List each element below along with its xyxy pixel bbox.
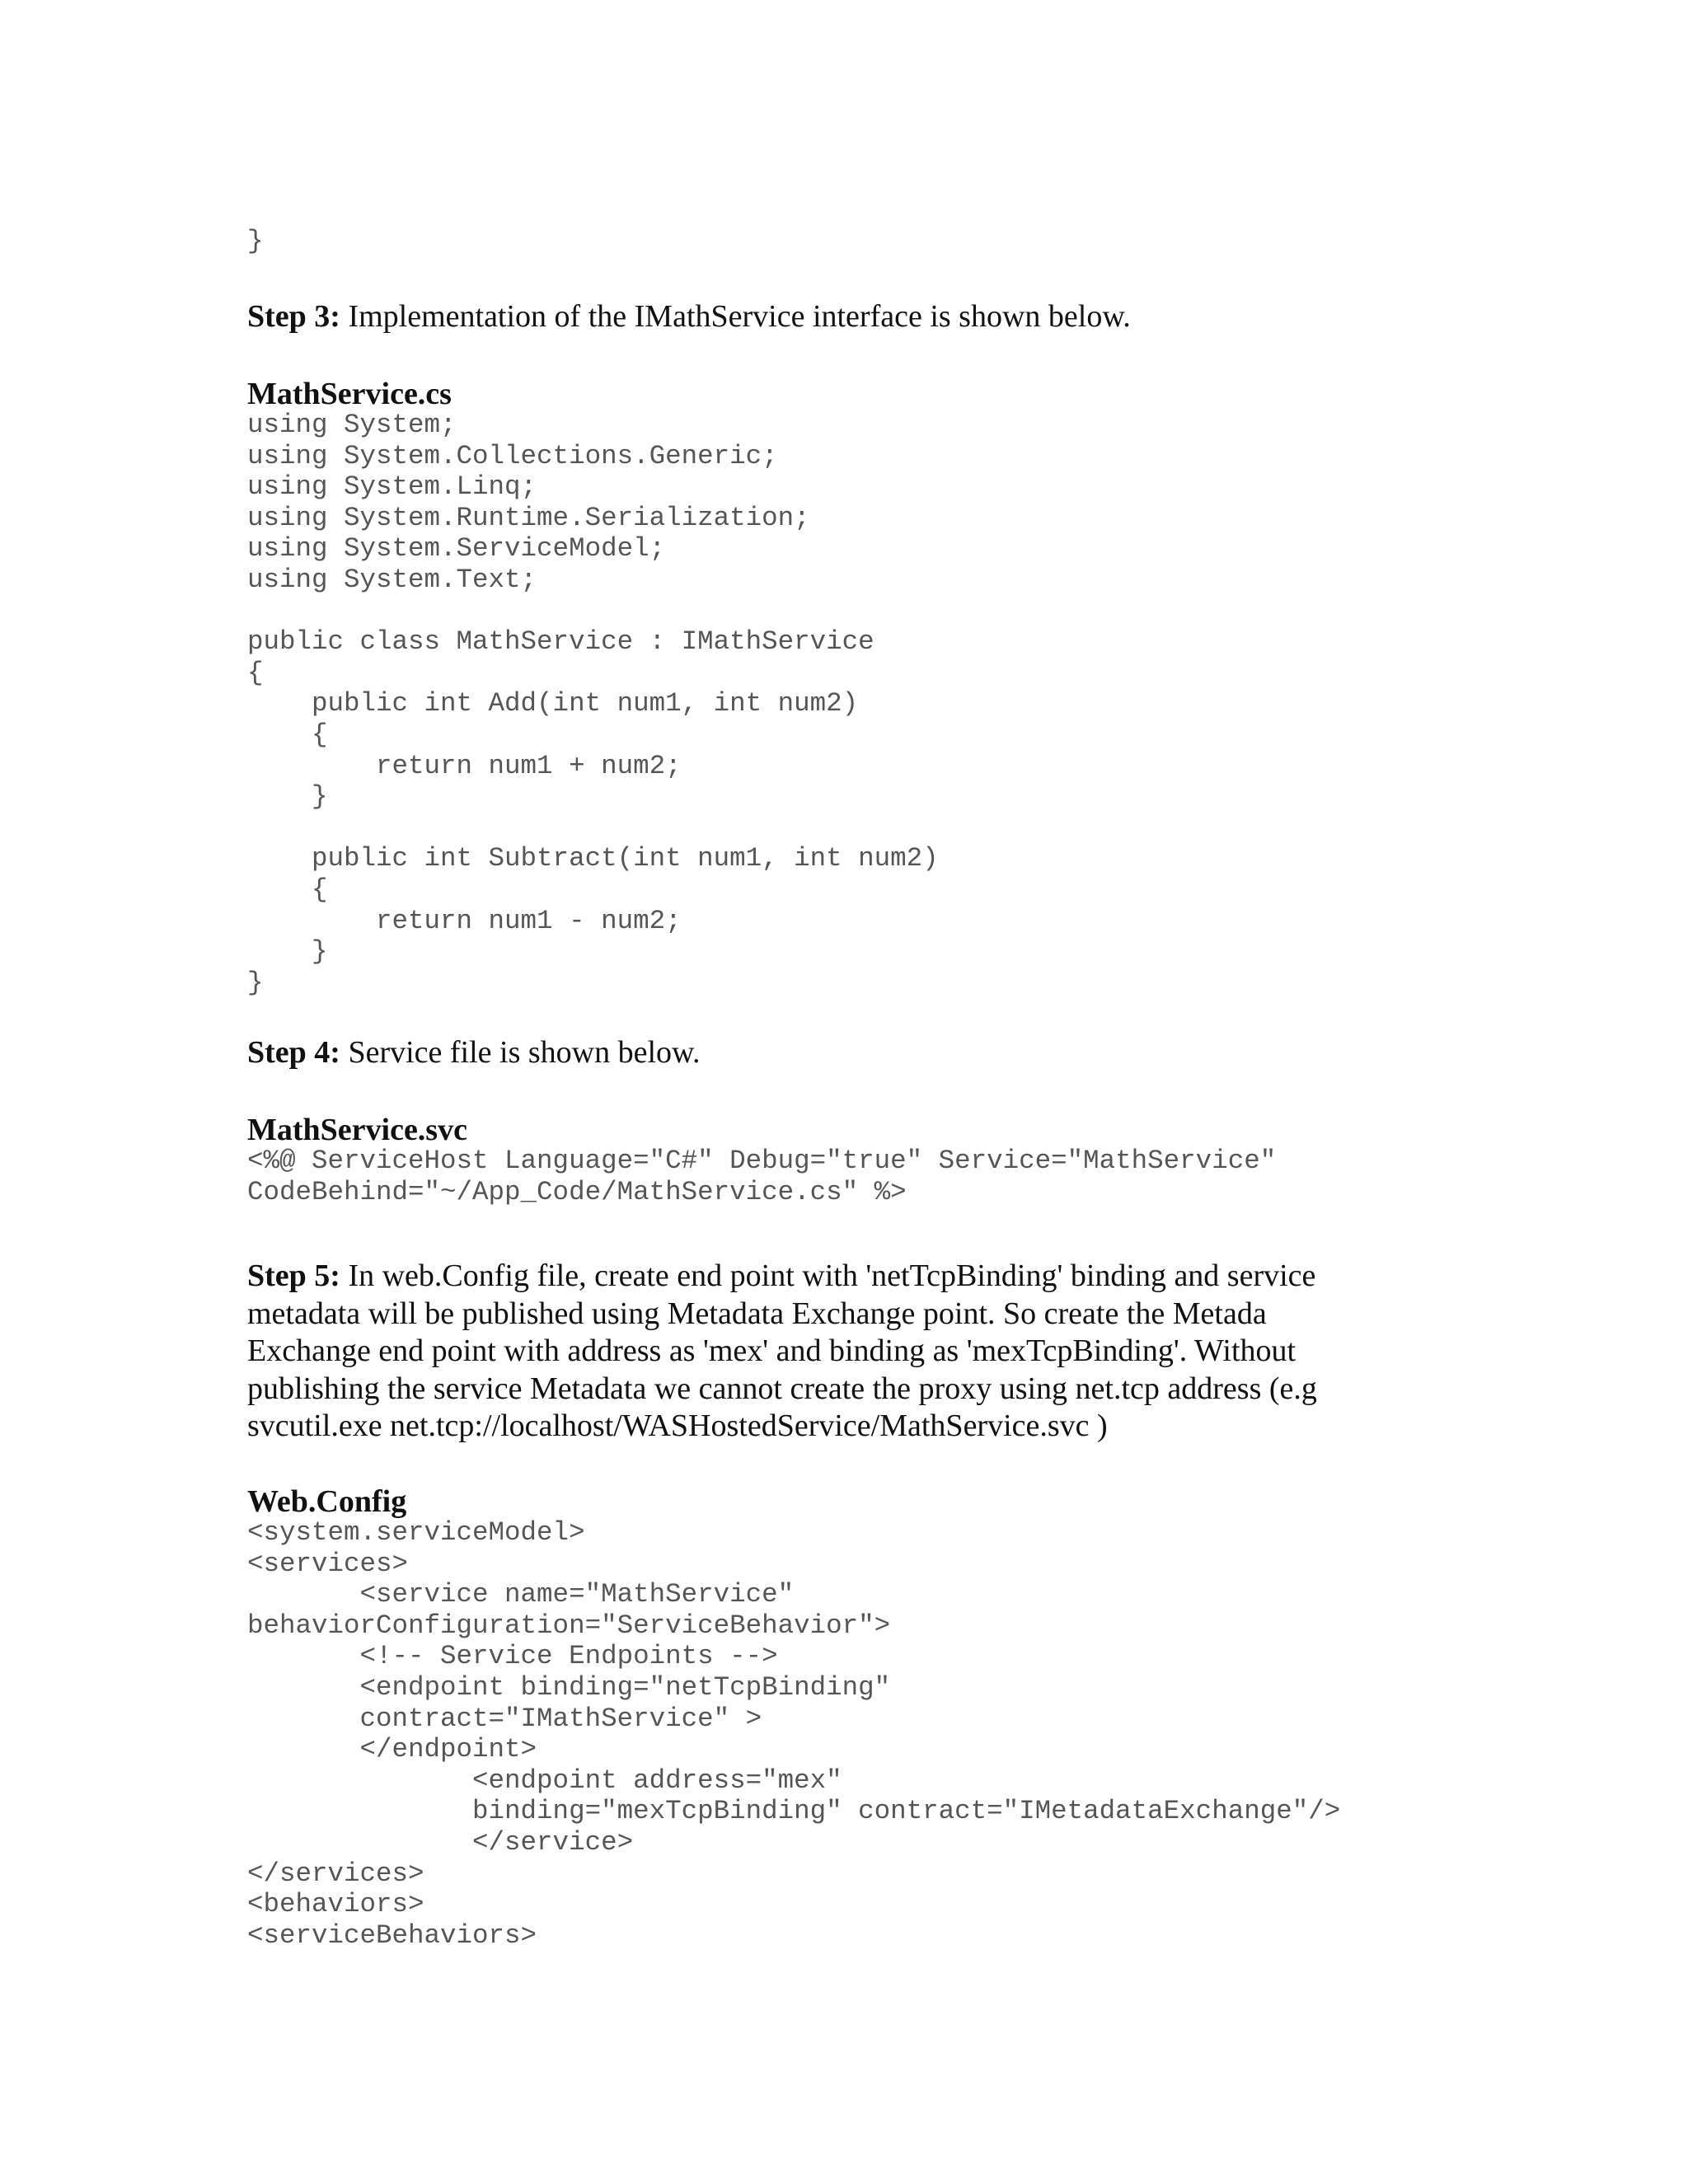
step-5-line-3: Exchange end point with address as 'mex' and binding as 'mexTcpBinding'. Without xyxy=(247,1333,1296,1368)
web-config-heading: Web.Config xyxy=(247,1484,407,1519)
step-4-label: Step 4: xyxy=(247,1035,340,1070)
step-5-label: Step 5: xyxy=(247,1258,340,1293)
step-3-text: Implementation of the IMathService interface is shown below. xyxy=(340,299,1131,334)
step-5-line-1: In web.Config file, create end point with 'netTcpBinding' binding and service xyxy=(340,1258,1316,1293)
step-5-paragraph xyxy=(247,1258,1317,1446)
step-5-line-4: publishing the service Metadata we cannot create the proxy using net.tcp address (e.g xyxy=(247,1371,1317,1406)
code-closing-brace: } xyxy=(247,226,264,256)
step-3-paragraph xyxy=(247,298,1131,336)
mathservice-cs-heading: MathService.cs xyxy=(247,377,452,411)
mathservice-svc-heading: MathService.svc xyxy=(247,1113,467,1147)
step-4-paragraph xyxy=(247,1034,701,1072)
step-3-label: Step 3: xyxy=(247,299,340,334)
web-config-code: <system.serviceModel> <services> <service name="MathService" behaviorConfiguration="ServiceBehavior"> <!-- Service Endpoints --> <endpoint binding="netTcpBinding" contract="IMathService" > </endpoint> <endpoint address="mex" binding="mexTcpBinding" contract="IMetadataExchange"/> </service> </services> <behaviors> <serviceBehaviors> xyxy=(247,1517,1341,1951)
step-5-line-2: metadata will be published using Metadata Exchange point. So create the Metada xyxy=(247,1296,1267,1331)
step-4-text: Service file is shown below. xyxy=(340,1035,701,1070)
step-5-line-5: svcutil.exe net.tcp://localhost/WASHostedService/MathService.svc ) xyxy=(247,1408,1108,1443)
mathservice-cs-code: using System; using System.Collections.Generic; using System.Linq; using System.Runtime.Serialization; using System.ServiceModel; using System.Text; public class MathService : IMathService { public int Add(int num1, int num2) { return num1 + num2; } public int Subtract(int num1, int num2) { return num1 - num2; } } xyxy=(247,410,939,998)
mathservice-svc-code: <%@ ServiceHost Language="C#" Debug="true" Service="MathService" CodeBehind="~/App_Code/MathService.cs" %> xyxy=(247,1146,1277,1207)
